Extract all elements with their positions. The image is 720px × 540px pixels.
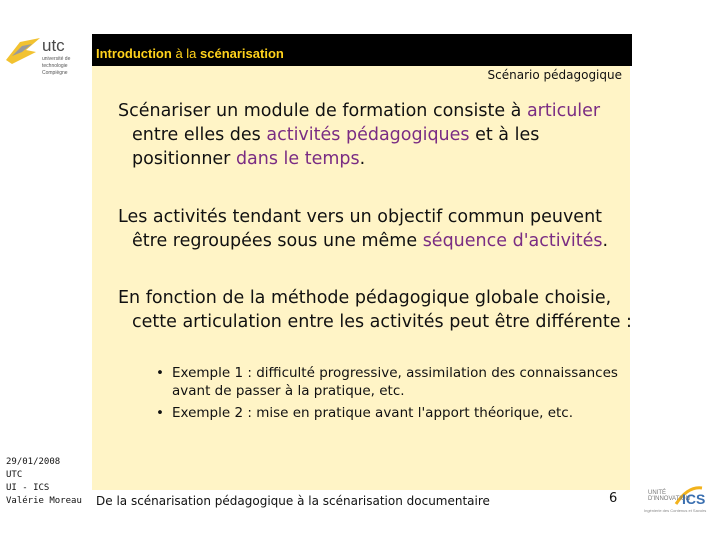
p1-text-a: Scénariser un module de formation consiste à	[118, 101, 527, 121]
author: Valérie Moreau	[6, 496, 82, 506]
example-list	[152, 364, 622, 426]
side-info	[6, 456, 90, 508]
unite-innovation-logo	[636, 484, 716, 518]
ui-logo-line-1: UNITÉ	[648, 490, 666, 496]
content-panel	[92, 66, 632, 508]
utc-logo-mark-icon	[6, 38, 42, 64]
p1-highlight-1: articuler	[526, 101, 601, 121]
paragraph-3	[118, 286, 632, 334]
date: 29/01/2008	[6, 457, 61, 467]
p1-highlight-2: activités pédagogiques	[266, 125, 470, 145]
p1-text-b: entre elles des	[132, 125, 267, 145]
title-suffix: scénarisation	[200, 46, 284, 61]
ui-logo-tagline: Ingénierie des Contenus et Savoirs	[644, 508, 707, 513]
utc-logo-subtitle: université de technologie Compiègne	[42, 56, 71, 76]
slide-title	[96, 46, 284, 61]
utc-logo-word: utc	[42, 36, 65, 55]
section-subtitle: Scénario pédagogique	[487, 68, 622, 82]
p2-highlight-1: séquence d'activités	[422, 231, 603, 251]
ui-logo-text	[648, 490, 690, 502]
page-number: 6	[609, 491, 618, 506]
paragraph-2	[118, 205, 632, 253]
example-2-text: Exemple 2 : mise en pratique avant l'apport théorique, etc.	[172, 405, 574, 421]
department: UI - ICS	[6, 483, 50, 493]
svg-text:ICS: ICS	[682, 491, 706, 507]
organization: UTC	[6, 470, 23, 480]
p2-text-b: .	[602, 231, 609, 251]
p3-text-a: En fonction de la méthode pédagogique globale choisie, cette articulation entre les activités peut être différente :	[118, 288, 632, 332]
p1-highlight-3: dans le temps	[235, 149, 360, 169]
title-bar	[92, 34, 632, 66]
title-mid: à la	[171, 46, 201, 61]
list-item	[152, 404, 622, 422]
p2-text-a: Les activités tendant vers un objectif commun peuvent être regroupées sous une même	[118, 207, 603, 251]
paragraph-1	[118, 99, 632, 171]
bullet-icon: •	[156, 405, 164, 421]
ui-logo-line-2: D'INNOVATION	[648, 496, 690, 502]
utc-logo	[4, 34, 92, 94]
example-1-text: Exemple 1 : difficulté progressive, assimilation des connaissances avant de passer à la pratique, etc.	[172, 365, 618, 399]
bullet-icon: •	[156, 365, 164, 381]
p1-text-c: et à les positionner	[132, 125, 540, 169]
title-prefix: Introduction	[96, 46, 172, 61]
footer-title: De la scénarisation pédagogique à la scénarisation documentaire	[96, 494, 490, 508]
list-item	[152, 364, 622, 400]
p1-text-d: .	[359, 149, 366, 169]
